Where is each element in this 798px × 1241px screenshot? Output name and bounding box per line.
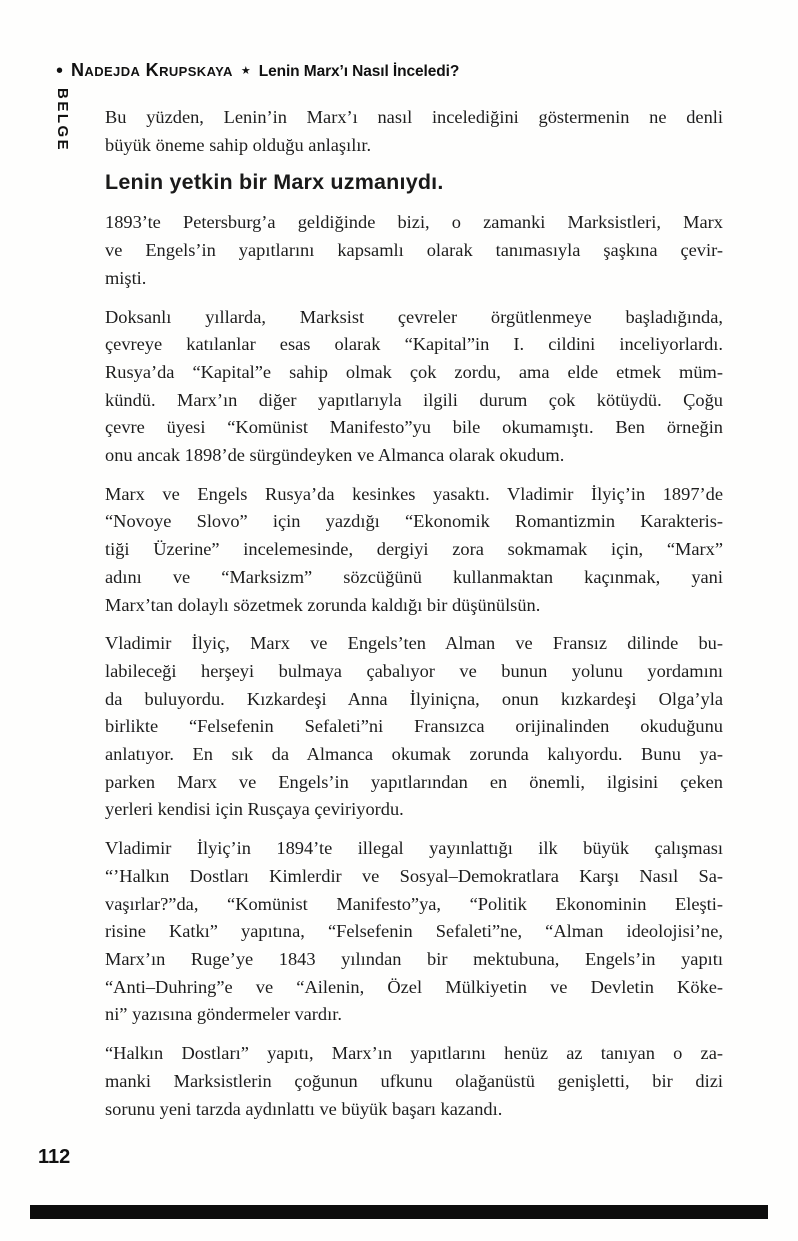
header-author: Nadejda Krupskaya (71, 60, 233, 80)
text-line: “Novoye Slovo” için yazdığı “Ekonomik Romantizmin Karakteris- (105, 511, 723, 532)
paragraph (105, 481, 723, 620)
text-line: vaşırlar?”da, “Komünist Manifesto”ya, “Politik Ekonominin Eleşti- (105, 893, 723, 914)
text-line: Bu yüzden, Lenin’in Marx’ı nasıl incelediğini göstermenin ne denli (105, 107, 723, 127)
text-line: Marx’ın Ruge’ye 1843 yılından bir mektubuna, Engels’in yapıtı (105, 948, 723, 969)
text-line: “Halkın Dostları” yapıtı, Marx’ın yapıtlarını henüz az tanıyan o za- (105, 1043, 723, 1064)
text-line: tiği Üzerine” incelemesinde, dergiyi zora sokmamak için, “Marx” (105, 539, 723, 560)
footer-bar (30, 1205, 768, 1219)
paragraph (105, 104, 723, 159)
text-line: onu ancak 1898’de sürgündeyken ve Almanca olarak okudum. (105, 445, 565, 466)
text-line: “’Halkın Dostları Kimlerdir ve Sosyal–Demokratlara Karşı Nasıl Sa- (105, 865, 723, 886)
text-line: Vladimir İlyiç, Marx ve Engels’ten Alman ve Fransız dilinde bu- (105, 633, 723, 654)
page-number: 112 (38, 1146, 71, 1168)
text-line: 1893’te Petersburg’a geldiğinde bizi, o zamanki Marksistleri, Marx (105, 212, 723, 233)
text-line: Marx ve Engels Rusya’da kesinkes yasaktı. Vladimir İlyiç’in 1897’de (105, 483, 723, 504)
header-bullet-icon: • (56, 59, 64, 82)
body-text (105, 104, 723, 1134)
text-line: risine Katkı” yapıtına, “Felsefenin Sefaleti”ne, “Alman ideolojisi’ne, (105, 921, 723, 942)
paragraph (105, 304, 723, 470)
text-line: çevre üyesi “Komünist Manifesto”yu bile okumamıştı. Ben örneğin (105, 417, 723, 438)
text-line: parken Marx ve Engels’in yapıtlarından en önemli, ilgisini çeken (105, 771, 723, 792)
text-line: mişti. (105, 267, 147, 288)
paragraph (105, 630, 723, 824)
text-line: manki Marksistlerin çoğunun ufkunu olağanüstü genişletti, bir dizi (105, 1070, 723, 1091)
text-line: sorunu yeni tarzda aydınlattı ve büyük başarı kazandı. (105, 1098, 503, 1119)
text-line: ve Engels’in yapıtlarını kapsamlı olarak tanımasıyla şaşkına çevir- (105, 240, 723, 261)
text-line: anlatıyor. En sık da Almanca okumak zorunda kalıyordu. Bunu ya- (105, 744, 723, 765)
text-line: Marx’tan dolaylı sözetmek zorunda kaldığı bir düşünülsün. (105, 594, 541, 615)
section-heading: Lenin yetkin bir Marx uzmanıydı. (105, 170, 444, 195)
text-line: Vladimir İlyiç’in 1894’te illegal yayınlattığı ilk büyük çalışması (105, 838, 723, 859)
text-line: Doksanlı yıllarda, Marksist çevreler örgütlenmeye başladığında, (105, 306, 723, 327)
text-line: Rusya’da “Kapital”e sahip olmak çok zordu, ama elde etmek müm- (105, 361, 723, 382)
paragraph (105, 1040, 723, 1123)
star-separator-icon: ★ (240, 65, 251, 77)
margin-label-belge: BELGE (54, 88, 71, 153)
text-line: birlikte “Felsefenin Sefaleti”ni Fransızca orijinalinden okuduğunu (105, 716, 723, 737)
text-line: yerleri kendisi için Rusçaya çeviriyordu. (105, 799, 404, 820)
text-line: ni” yazısına göndermeler vardır. (105, 1004, 342, 1025)
text-line: çevreye katılanlar esas olarak “Kapital”in I. cildini inceliyorlardı. (105, 334, 723, 355)
text-line: büyük öneme sahip olduğu anlaşılır. (105, 134, 372, 155)
header-book-title: Lenin Marx’ı Nasıl İnceledi? (258, 63, 460, 80)
text-line: da buluyordu. Kızkardeşi Anna İlyiniçna, onun kızkardeşi Olga’yla (105, 688, 723, 709)
text-line: adını ve “Marksizm” sözcüğünü kullanmaktan kaçınmak, yani (105, 566, 723, 587)
text-line: kündü. Marx’ın diğer yapıtlarıyla ilgili durum çok kötüydü. Çoğu (105, 389, 723, 410)
text-line: labileceği herşeyi bulmaya çabalıyor ve bunun yolunu yordamını (105, 660, 723, 681)
text-line: “Anti–Duhring”e ve “Ailenin, Özel Mülkiyetin ve Devletin Köke- (105, 976, 723, 997)
paragraph (105, 835, 723, 1029)
paragraph (105, 209, 723, 292)
page-header (56, 60, 459, 81)
